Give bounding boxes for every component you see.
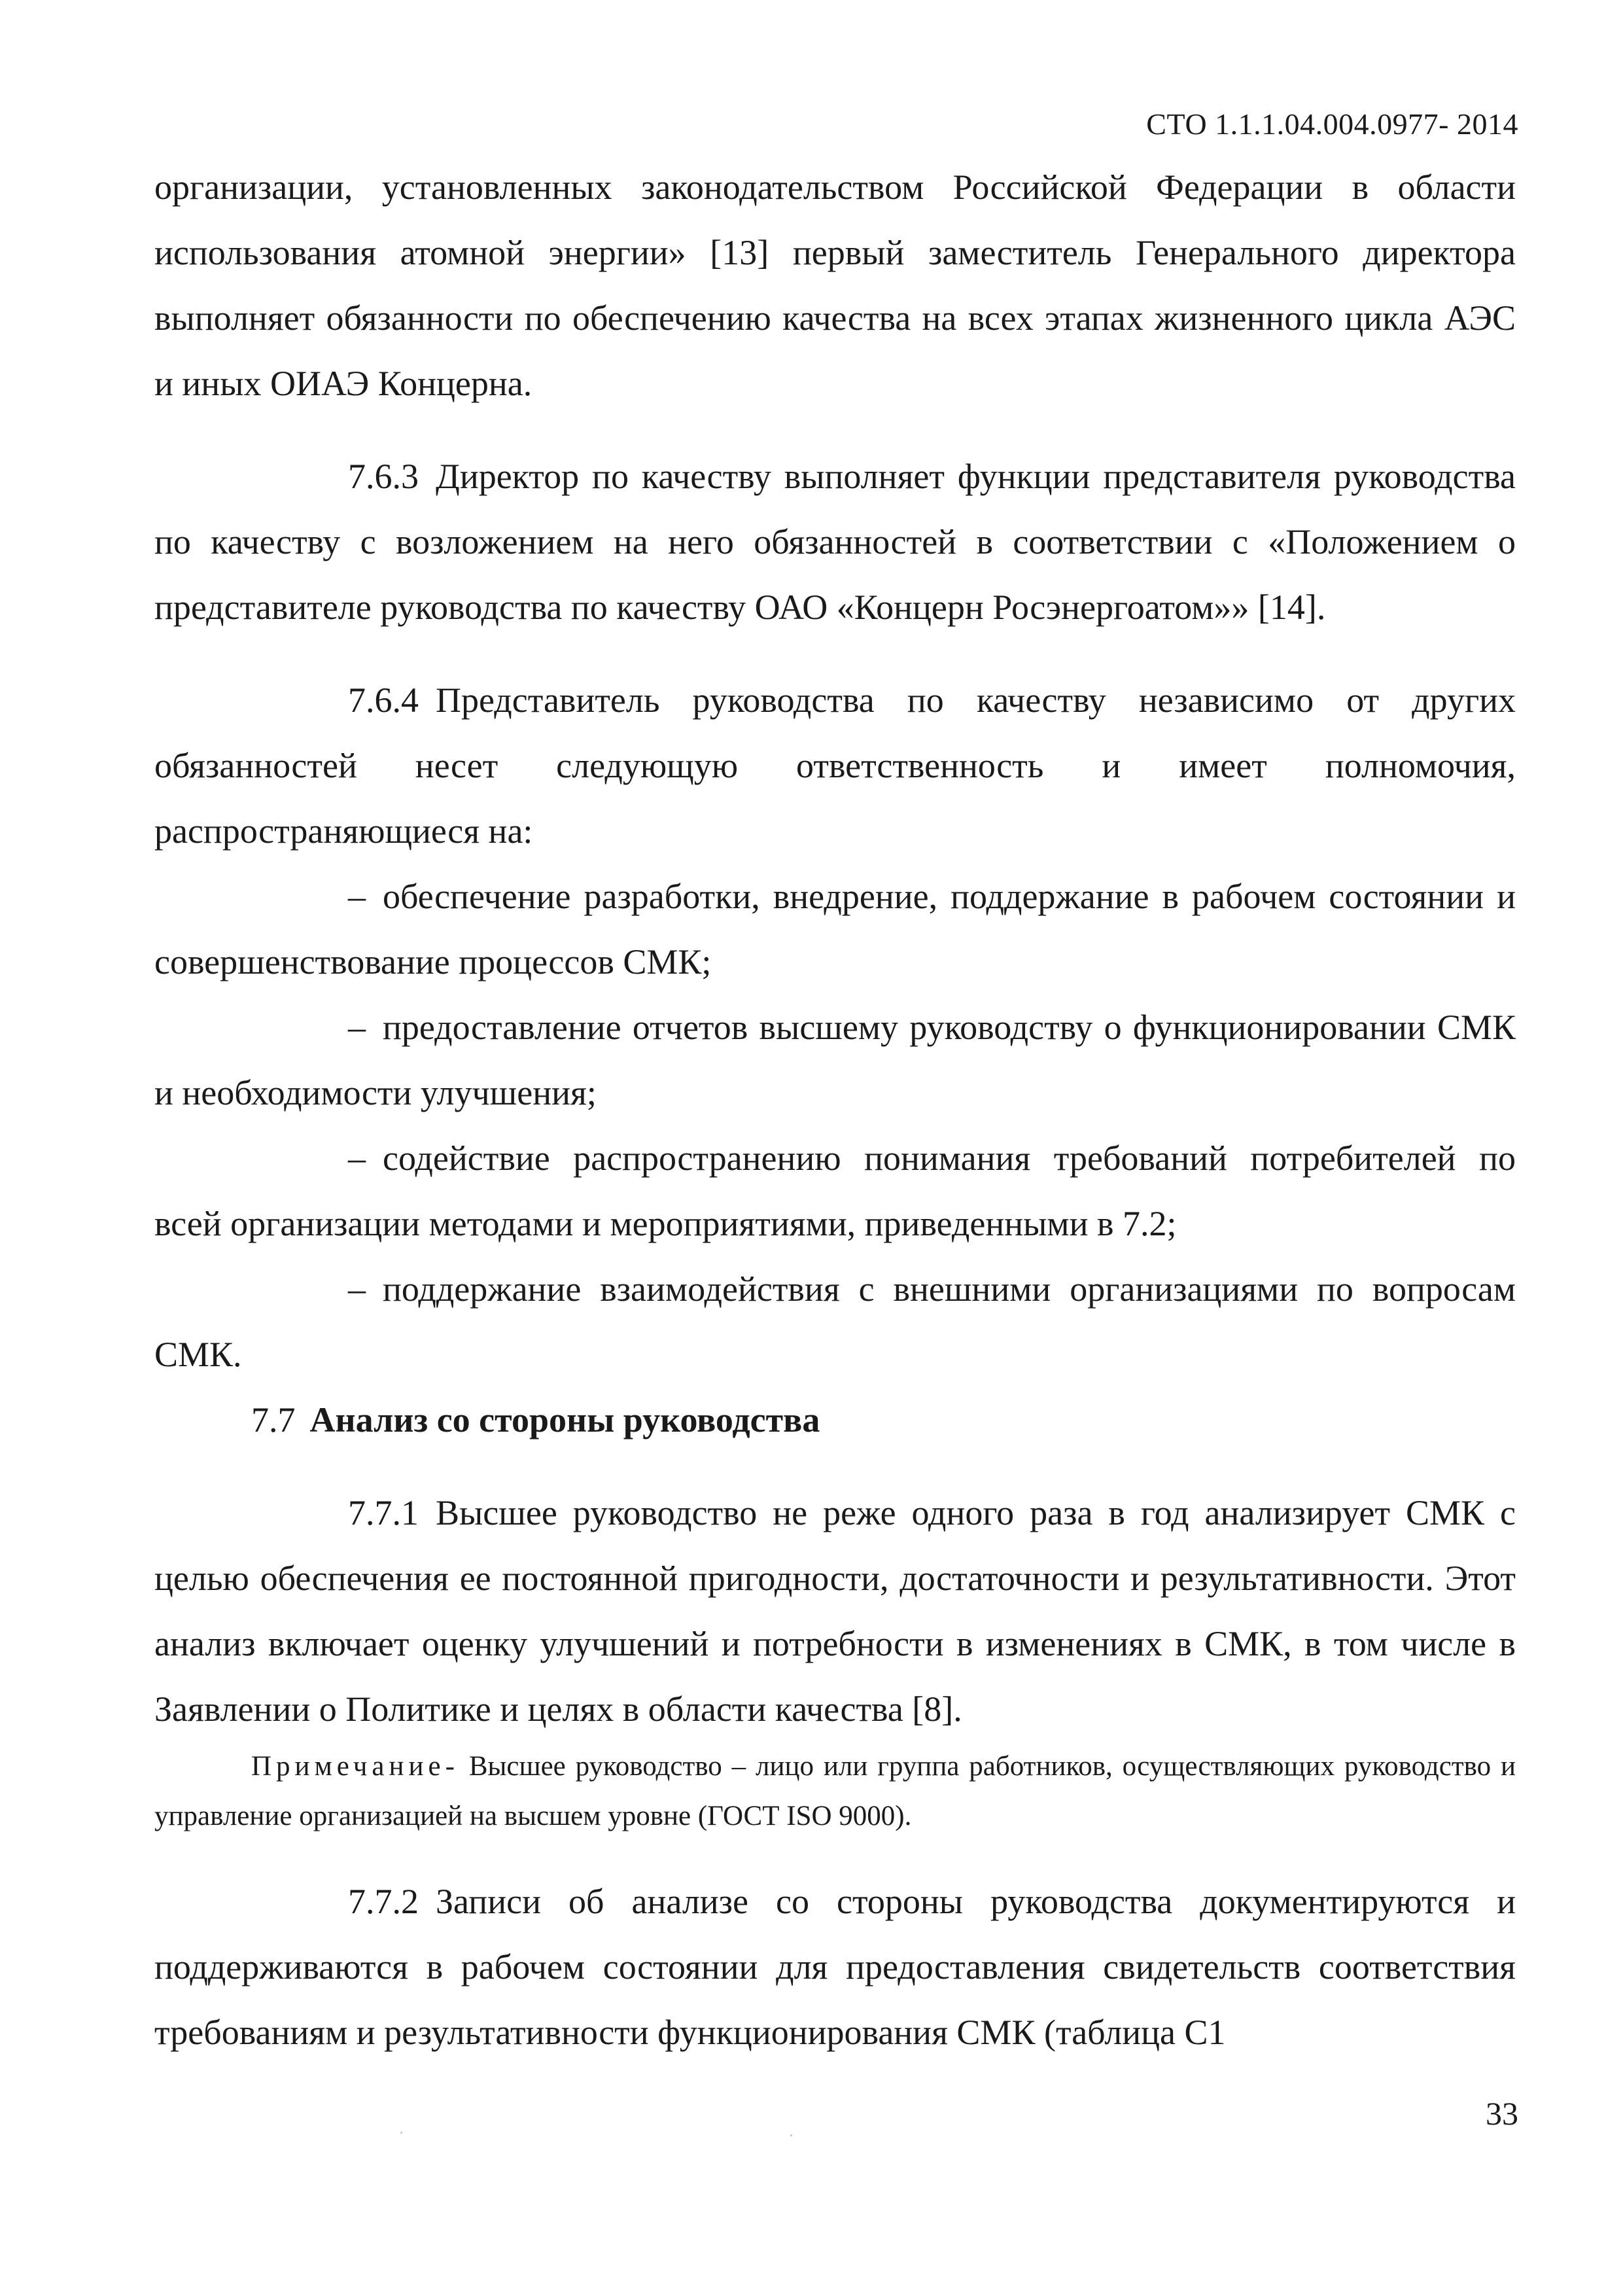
list-dash: – xyxy=(348,1269,366,1309)
note-text: Высшее руководство – лицо или группа работников, осуществляющих руководство и управление организацией на высшем уровне (ГОСТ ISO 9000). xyxy=(154,1751,1516,1831)
note-label: Примечание- xyxy=(251,1751,459,1782)
clause-number: 7.7.1 xyxy=(348,1493,419,1532)
clause-number: 7.6.3 xyxy=(348,457,419,496)
list-item xyxy=(154,864,1516,995)
document-body xyxy=(154,154,1516,2065)
continuation-paragraph: организации, установленных законодательством Российской Федерации в области использования атомной энергии» [13] первый заместитель Генерального директора выполняет обязанности по обеспечению качества на всех этапах жизненного цикла АЭС и иных ОИАЭ Концерна. xyxy=(154,168,1516,403)
clause-text: Представитель руководства по качеству независимо от других обязанностей несет следующую ответственность и имеет полномочия, распространяющиеся на: xyxy=(154,680,1516,851)
clause-7-6-4 xyxy=(154,667,1516,864)
section-title: Анализ со стороны руководства xyxy=(309,1400,820,1439)
section-heading-7-7 xyxy=(154,1387,1516,1453)
scan-speck xyxy=(790,2134,792,2136)
note-block xyxy=(154,1742,1516,1841)
list-item xyxy=(154,1125,1516,1256)
list-item-text: предоставление отчетов высшему руководству о функционировании СМК и необходимости улучшения; xyxy=(154,1008,1516,1112)
document-code-header: СТО 1.1.1.04.004.0977- 2014 xyxy=(1146,107,1518,141)
list-item-text: поддержание взаимодействия с внешними организациями по вопросам СМК. xyxy=(154,1269,1516,1374)
list-item xyxy=(154,995,1516,1125)
list-item-text: содействие распространению понимания требований потребителей по всей организации методами и мероприятиями, приведенными в 7.2; xyxy=(154,1139,1516,1243)
list-dash: – xyxy=(348,1008,366,1047)
list-dash: – xyxy=(348,1139,366,1178)
clause-number: 7.7.2 xyxy=(348,1882,419,1921)
clause-7-6-3 xyxy=(154,444,1516,640)
clause-text: Высшее руководство не реже одного раза в год анализирует СМК с целью обеспечения ее постоянной пригодности, достаточности и результативности. Этот анализ включает оценку улучшений и потребности в изменениях в СМК, в том числе в Заявлении о Политике и целях в области качества [8]. xyxy=(154,1493,1516,1729)
list-item xyxy=(154,1256,1516,1387)
clause-text: Директор по качеству выполняет функции представителя руководства по качеству с возложением на него обязанностей в соответствии с «Положением о представителе руководства по качеству ОАО «Концерн Росэнергоатом»» [14]. xyxy=(154,457,1516,627)
clause-7-7-2 xyxy=(154,1869,1516,2065)
clause-7-7-1 xyxy=(154,1480,1516,1742)
clause-text: Записи об анализе со стороны руководства документируются и поддерживаются в рабочем состоянии для предоставления свидетельств соответствия требованиям и результативности функционирования СМК (таблица С1 xyxy=(154,1882,1516,2052)
section-number: 7.7 xyxy=(251,1400,296,1439)
list-item-text: обеспечение разработки, внедрение, поддержание в рабочем состоянии и совершенствование процессов СМК; xyxy=(154,877,1516,981)
list-dash: – xyxy=(348,877,366,916)
clause-number: 7.6.4 xyxy=(348,680,419,720)
scan-speck xyxy=(400,2132,402,2134)
page-number: 33 xyxy=(1486,2095,1518,2132)
